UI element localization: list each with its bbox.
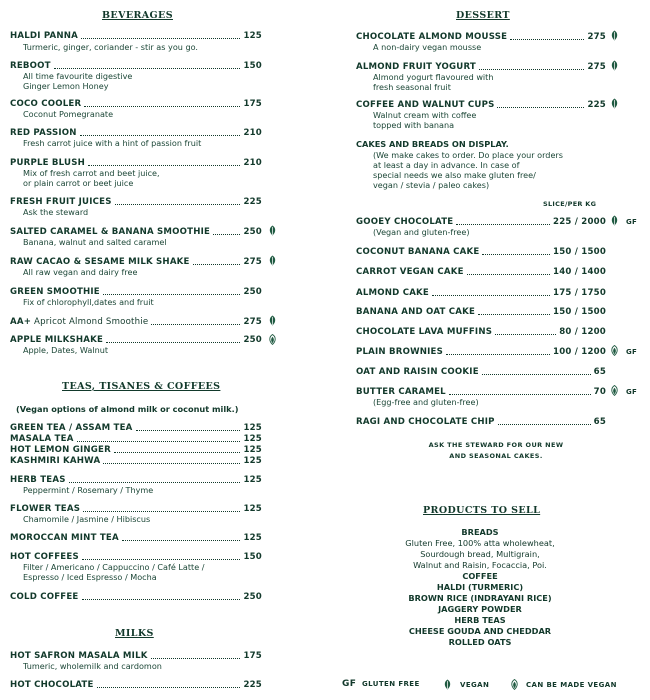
item-description: or plain carrot or beet juice: [23, 178, 134, 188]
cake-item: OAT AND RAISIN COOKIE 65: [356, 367, 606, 377]
item-description: Walnut cream with coffee: [373, 110, 477, 120]
vegan-leaf-icon: [268, 315, 277, 326]
item-description: Tumeric, wholemilk and cardomon: [23, 661, 162, 671]
menu-item: HOT SAFRON MASALA MILK 175: [10, 651, 262, 661]
slice-per-kg-label: SLICE/PER KG: [543, 200, 597, 208]
menu-item: GREEN TEA / ASSAM TEA 125: [10, 423, 262, 433]
vegan-leaf-icon: [610, 215, 619, 226]
teas-heading: TEAS, TISANES & COFFEES: [62, 381, 221, 392]
menu-item: RED PASSION 210: [10, 128, 262, 138]
legend-gluten-free: GF GLUTEN FREE: [342, 679, 420, 689]
menu-item: ALMOND FRUIT YOGURT 275: [356, 62, 606, 72]
vegan-leaf-icon: [610, 98, 619, 109]
products-heading: PRODUCTS TO SELL: [423, 505, 541, 516]
menu-item: HOT LEMON GINGER 125: [10, 445, 262, 455]
vegan-leaf-icon: [610, 30, 619, 41]
item-description: Fix of chlorophyll,dates and fruit: [23, 297, 154, 307]
can-be-vegan-leaf-icon: [268, 334, 277, 345]
gluten-free-mark: GF: [626, 348, 638, 356]
item-description: (Vegan and gluten-free): [373, 227, 470, 237]
item-description: Chamomile / Jasmine / Hibiscus: [23, 514, 151, 524]
menu-item: REBOOT 150: [10, 61, 262, 71]
products-list: BREADS Gluten Free, 100% atta wholewheat, Sourdough bread, Multigrain, Walnut and Raisin, Focaccia, Poi. COFFEE HALDI (TURMERIC) BROWN RICE (INDRAYANI RICE) JAGGERY POWDER HERB TEAS CHEESE GOUDA AND CHEDDAR ROLLED OATS: [405, 527, 555, 647]
menu-item: HOT CHOCOLATE 225: [10, 680, 262, 690]
vegan-leaf-icon: [268, 225, 277, 236]
item-description: Almond yogurt flavoured with: [373, 72, 494, 82]
milks-heading: MILKS: [115, 628, 154, 639]
menu-item: COLD COFFEE 250: [10, 592, 262, 602]
item-description: Banana, walnut and salted caramel: [23, 237, 167, 247]
menu-item: PURPLE BLUSH 210: [10, 158, 262, 168]
menu-item: COFFEE AND WALNUT CUPS 225: [356, 100, 606, 110]
item-description: Peppermint / Rosemary / Thyme: [23, 485, 154, 495]
cake-item: BUTTER CARAMEL 70: [356, 387, 606, 397]
menu-item: HOT COFFEES 150: [10, 552, 262, 562]
item-description: topped with banana: [373, 120, 455, 130]
item-description: Fresh carrot juice with a hint of passion fruit: [23, 138, 202, 148]
ask-steward-note: ASK THE STEWARD FOR OUR NEW AND SEASONAL CAKES.: [428, 441, 564, 460]
item-description: Filter / Americano / Cappuccino / Café Latte /: [23, 562, 205, 572]
item-description: Apple, Dates, Walnut: [23, 345, 109, 355]
menu-item: HALDI PANNA 125: [10, 31, 262, 41]
item-description: All raw vegan and dairy free: [23, 267, 138, 277]
dessert-heading: DESSERT: [456, 10, 510, 21]
item-description: fresh seasonal fruit: [373, 82, 451, 92]
vegan-leaf-icon: [268, 255, 277, 266]
gluten-free-mark: GF: [626, 388, 638, 396]
item-description: A non-dairy vegan mousse: [373, 42, 482, 52]
can-be-vegan-leaf-icon: [610, 345, 619, 356]
can-be-vegan-leaf-icon: [610, 385, 619, 396]
cake-item: ALMOND CAKE 175 / 1750: [356, 288, 606, 298]
item-description: All time favourite digestive: [23, 71, 133, 81]
menu-item: HERB TEAS 125: [10, 475, 262, 485]
cakes-note: (We make cakes to order. Do place your orders: [373, 150, 563, 160]
menu-item: MASALA TEA 125: [10, 434, 262, 444]
cakes-note: at least a day in advance. In case of: [373, 160, 520, 170]
cake-item: GOOEY CHOCOLATE 225 / 2000: [356, 217, 606, 227]
menu-item: RAW CACAO & SESAME MILK SHAKE 275: [10, 257, 262, 267]
gluten-free-mark: GF: [626, 218, 638, 226]
cakes-note: special needs we also make gluten free/: [373, 170, 536, 180]
teas-note: (Vegan options of almond milk or coconut milk.): [16, 404, 239, 414]
item-description: Mix of fresh carrot and beet juice,: [23, 168, 160, 178]
item-description: Coconut Pomegranate: [23, 109, 114, 119]
item-description: Espresso / Iced Espresso / Mocha: [23, 572, 157, 582]
menu-item: AA+ Apricot Almond Smoothie 275: [10, 317, 262, 327]
menu-item: SALTED CARAMEL & BANANA SMOOTHIE 250: [10, 227, 262, 237]
legend-vegan: VEGAN: [460, 681, 490, 689]
item-description: Ginger Lemon Honey: [23, 81, 109, 91]
cake-item: BANANA AND OAT CAKE 150 / 1500: [356, 307, 606, 317]
cake-item: CHOCOLATE LAVA MUFFINS 80 / 1200: [356, 327, 606, 337]
menu-item: KASHMIRI KAHWA 125: [10, 456, 262, 466]
item-description: Ask the steward: [23, 207, 89, 217]
cakes-title: CAKES AND BREADS ON DISPLAY.: [356, 139, 509, 149]
item-description: Turmeric, ginger, coriander - stir as you go.: [23, 42, 199, 52]
cake-item: RAGI AND CHOCOLATE CHIP 65: [356, 417, 606, 427]
cake-item: CARROT VEGAN CAKE 140 / 1400: [356, 267, 606, 277]
menu-item: CHOCOLATE ALMOND MOUSSE 275: [356, 32, 606, 42]
item-description: (Egg-free and gluten-free): [373, 397, 479, 407]
beverages-heading: BEVERAGES: [102, 10, 173, 21]
cake-item: PLAIN BROWNIES 100 / 1200: [356, 347, 606, 357]
menu-item: MOROCCAN MINT TEA 125: [10, 533, 262, 543]
menu-item: FRESH FRUIT JUICES 225: [10, 197, 262, 207]
menu-item: GREEN SMOOTHIE 250: [10, 287, 262, 297]
menu-item: FLOWER TEAS 125: [10, 504, 262, 514]
cake-item: COCONUT BANANA CAKE 150 / 1500: [356, 247, 606, 257]
menu-item: COCO COOLER 175: [10, 99, 262, 109]
menu-item: APPLE MILKSHAKE 250: [10, 335, 262, 345]
cakes-note: vegan / stevia / paleo cakes): [373, 180, 490, 190]
can-be-vegan-leaf-icon: [510, 679, 519, 690]
vegan-leaf-icon: [443, 679, 452, 690]
vegan-leaf-icon: [610, 60, 619, 71]
legend-can-be-vegan: CAN BE MADE VEGAN: [526, 681, 617, 689]
